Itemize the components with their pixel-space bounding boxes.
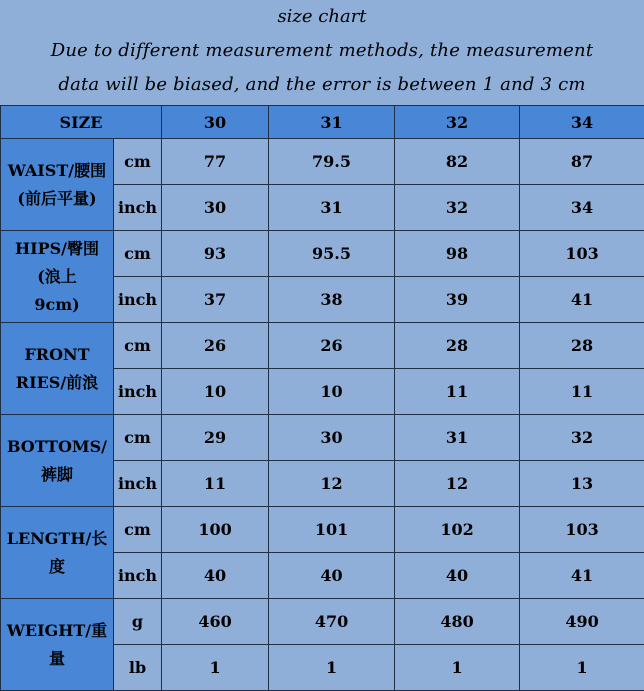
value-cell: 103 — [520, 507, 644, 553]
size-table — [0, 105, 644, 691]
table-row — [1, 231, 644, 277]
value-cell: 40 — [395, 553, 520, 599]
value-cell: 480 — [395, 599, 520, 645]
table-row — [1, 323, 644, 369]
value-cell: 39 — [395, 277, 520, 323]
measurement-label — [1, 323, 114, 415]
value-cell: 37 — [162, 277, 269, 323]
value-cell: 77 — [162, 139, 269, 185]
value-cell: 490 — [520, 599, 644, 645]
value-cell: 31 — [269, 185, 395, 231]
table-row — [1, 507, 644, 553]
value-cell: 11 — [395, 369, 520, 415]
value-cell: 31 — [395, 415, 520, 461]
value-cell: 102 — [395, 507, 520, 553]
value-cell: 13 — [520, 461, 644, 507]
size-chart-header — [0, 0, 644, 105]
measurement-label-line: WAIST/腰围 — [1, 157, 113, 185]
chart-title: size chart — [0, 6, 644, 27]
measurement-label — [1, 599, 114, 691]
unit-cell: inch — [114, 277, 162, 323]
measurement-label — [1, 139, 114, 231]
value-cell: 103 — [520, 231, 644, 277]
measurement-label-line: 9cm) — [1, 291, 113, 319]
measurement-label-line: (浪上 — [1, 263, 113, 291]
unit-cell: cm — [114, 323, 162, 369]
value-cell: 30 — [269, 415, 395, 461]
measurement-label-line: 裤脚 — [1, 461, 113, 489]
size-label: SIZE — [1, 106, 162, 139]
value-cell: 101 — [269, 507, 395, 553]
measurement-note-line-1: Due to different measurement methods, the measurement — [0, 40, 644, 61]
measurement-label — [1, 507, 114, 599]
value-cell: 28 — [520, 323, 644, 369]
size-header-cell: 31 — [269, 106, 395, 139]
table-row — [1, 599, 644, 645]
measurement-label-line: FRONT — [1, 341, 113, 369]
value-cell: 11 — [162, 461, 269, 507]
value-cell: 32 — [395, 185, 520, 231]
size-header-cell: 30 — [162, 106, 269, 139]
measurement-label-line: 度 — [1, 553, 113, 581]
value-cell: 460 — [162, 599, 269, 645]
unit-cell: lb — [114, 645, 162, 691]
unit-cell: cm — [114, 507, 162, 553]
unit-cell: inch — [114, 461, 162, 507]
unit-cell: inch — [114, 369, 162, 415]
table-row — [1, 139, 644, 185]
value-cell: 29 — [162, 415, 269, 461]
measurement-label-line: WEIGHT/重 — [1, 617, 113, 645]
value-cell: 11 — [520, 369, 644, 415]
measurement-note-line-2: data will be biased, and the error is between 1 and 3 cm — [0, 74, 644, 95]
value-cell: 34 — [520, 185, 644, 231]
value-cell: 93 — [162, 231, 269, 277]
value-cell: 95.5 — [269, 231, 395, 277]
value-cell: 98 — [395, 231, 520, 277]
value-cell: 28 — [395, 323, 520, 369]
value-cell: 1 — [520, 645, 644, 691]
measurement-label — [1, 231, 114, 323]
measurement-label — [1, 415, 114, 507]
measurement-label-line: 量 — [1, 645, 113, 673]
value-cell: 26 — [162, 323, 269, 369]
value-cell: 38 — [269, 277, 395, 323]
unit-cell: cm — [114, 139, 162, 185]
value-cell: 12 — [269, 461, 395, 507]
value-cell: 1 — [269, 645, 395, 691]
value-cell: 1 — [162, 645, 269, 691]
value-cell: 32 — [520, 415, 644, 461]
unit-cell: inch — [114, 185, 162, 231]
value-cell: 26 — [269, 323, 395, 369]
value-cell: 40 — [269, 553, 395, 599]
value-cell: 87 — [520, 139, 644, 185]
value-cell: 79.5 — [269, 139, 395, 185]
unit-cell: g — [114, 599, 162, 645]
size-header-cell: 34 — [520, 106, 644, 139]
measurement-label-line: RIES/前浪 — [1, 369, 113, 397]
value-cell: 10 — [269, 369, 395, 415]
value-cell: 40 — [162, 553, 269, 599]
value-cell: 82 — [395, 139, 520, 185]
value-cell: 1 — [395, 645, 520, 691]
measurement-label-line: BOTTOMS/ — [1, 433, 113, 461]
value-cell: 100 — [162, 507, 269, 553]
header-row — [1, 106, 644, 139]
size-header-cell: 32 — [395, 106, 520, 139]
value-cell: 10 — [162, 369, 269, 415]
value-cell: 41 — [520, 553, 644, 599]
unit-cell: inch — [114, 553, 162, 599]
measurement-label-line: LENGTH/长 — [1, 525, 113, 553]
measurement-label-line: (前后平量) — [1, 185, 113, 213]
value-cell: 30 — [162, 185, 269, 231]
value-cell: 470 — [269, 599, 395, 645]
table-row — [1, 415, 644, 461]
unit-cell: cm — [114, 415, 162, 461]
unit-cell: cm — [114, 231, 162, 277]
measurement-label-line: HIPS/臀围 — [1, 235, 113, 263]
value-cell: 12 — [395, 461, 520, 507]
value-cell: 41 — [520, 277, 644, 323]
